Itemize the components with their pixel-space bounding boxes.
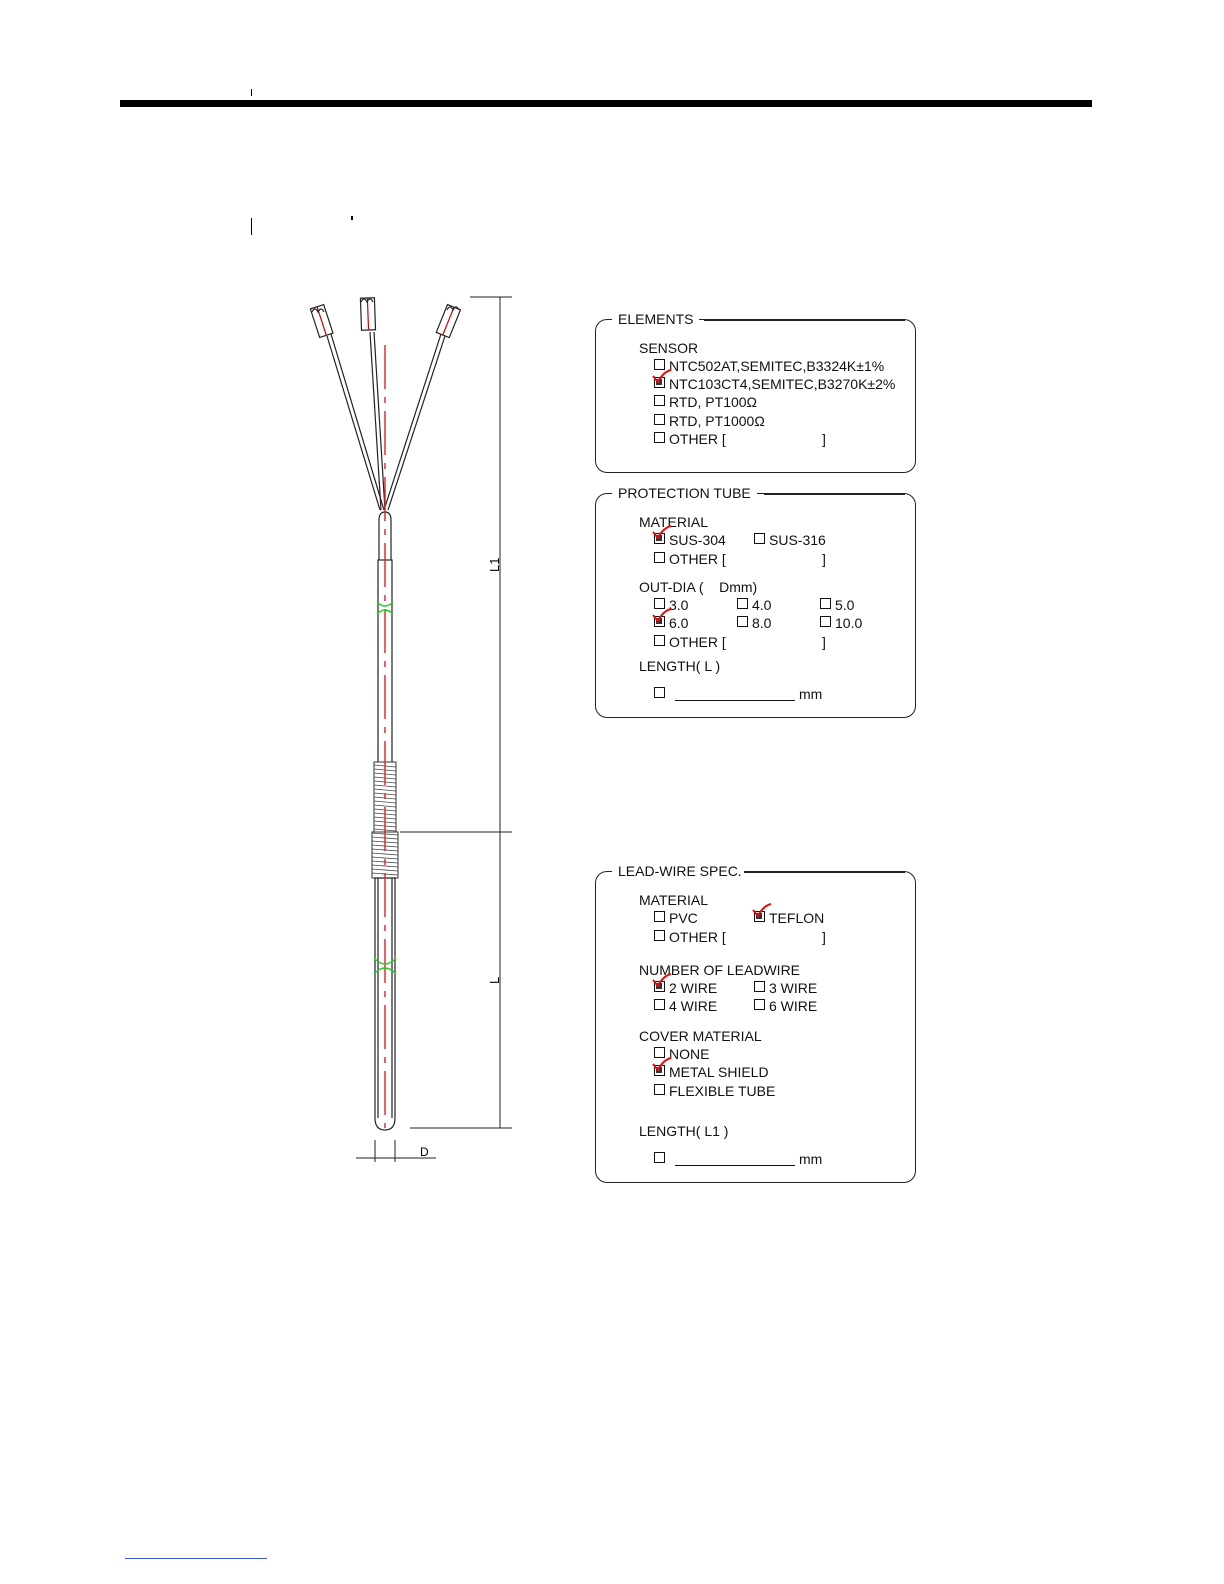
outdia-option-label: 8.0 bbox=[752, 615, 772, 631]
outdia-option[interactable] bbox=[737, 615, 771, 631]
sensor-option[interactable] bbox=[654, 394, 757, 410]
sensor-option-label: RTD, PT1000Ω bbox=[669, 413, 765, 429]
wire-count-checkbox[interactable] bbox=[654, 999, 665, 1010]
wire-count-checkbox[interactable] bbox=[754, 981, 765, 992]
outdia-option[interactable] bbox=[820, 597, 854, 613]
outdia-option[interactable] bbox=[820, 615, 862, 631]
elements-panel bbox=[595, 311, 916, 473]
red-check-mark-icon bbox=[652, 972, 672, 988]
sensor-option[interactable] bbox=[654, 376, 895, 392]
cover-option-label: METAL SHIELD bbox=[669, 1064, 769, 1080]
wire-material-checkbox[interactable] bbox=[654, 930, 665, 941]
cover-checkbox[interactable] bbox=[654, 1084, 665, 1095]
outdia-checkbox[interactable] bbox=[654, 635, 665, 646]
tube-material-option[interactable] bbox=[654, 551, 826, 567]
red-check-mark-icon bbox=[752, 902, 772, 918]
footer-link-underline bbox=[125, 1558, 267, 1559]
outdia-option-label: OTHER [ bbox=[669, 634, 726, 650]
wire-terminals bbox=[310, 298, 460, 338]
wire-material-checkbox[interactable] bbox=[654, 911, 665, 922]
sensor-option[interactable] bbox=[654, 358, 884, 374]
outdia-checkbox[interactable] bbox=[737, 598, 748, 609]
red-check-mark-icon bbox=[652, 607, 672, 623]
cover-option-label: NONE bbox=[669, 1046, 710, 1062]
lead-wires bbox=[327, 332, 445, 510]
outdia-option-label: 4.0 bbox=[752, 597, 772, 613]
sensor-option-bracket: ] bbox=[822, 431, 826, 447]
wire-count-option-label: 3 WIRE bbox=[769, 980, 818, 996]
sensor-option-label: OTHER [ bbox=[669, 431, 726, 447]
wire-material-option-bracket: ] bbox=[822, 929, 826, 945]
outdia-option[interactable] bbox=[654, 615, 688, 631]
leadwire-length-unit: mm bbox=[799, 1151, 823, 1167]
red-check-mark-icon bbox=[652, 1056, 672, 1072]
red-check-mark-icon bbox=[652, 368, 672, 384]
protection-length-unit: mm bbox=[799, 686, 823, 702]
dim-label-d: D bbox=[420, 1145, 429, 1159]
elements-title-rule bbox=[704, 319, 905, 321]
leadwire-length-field[interactable] bbox=[654, 1151, 822, 1167]
sensor-option-label: NTC103CT4,SEMITEC,B3270K±2% bbox=[669, 376, 896, 392]
wire-material-option[interactable] bbox=[654, 910, 698, 926]
wire-material-option-label: PVC bbox=[669, 910, 698, 926]
outdia-option-bracket: ] bbox=[822, 634, 826, 650]
leadwire-length-label: LENGTH( L1 ) bbox=[639, 1123, 729, 1139]
protection-length-checkbox[interactable] bbox=[654, 687, 665, 698]
elements-title: ELEMENTS bbox=[612, 311, 699, 327]
outdia-option[interactable] bbox=[737, 597, 771, 613]
tube-material-checkbox[interactable] bbox=[754, 533, 765, 544]
wire-count-option-label: 4 WIRE bbox=[669, 998, 718, 1014]
wire-material-option[interactable] bbox=[654, 929, 826, 945]
outdia-option[interactable] bbox=[654, 634, 826, 650]
sensor-checkbox[interactable] bbox=[654, 414, 665, 425]
wire-count-option[interactable] bbox=[654, 980, 717, 996]
outdia-option-label: 3.0 bbox=[669, 597, 689, 613]
outdia-option-label: 6.0 bbox=[669, 615, 689, 631]
wire-count-option-label: 2 WIRE bbox=[669, 980, 718, 996]
protection-material-label: MATERIAL bbox=[639, 514, 708, 530]
outdia-checkbox[interactable] bbox=[820, 598, 831, 609]
outdia-checkbox[interactable] bbox=[737, 616, 748, 627]
probe-drawing bbox=[0, 0, 560, 1200]
cover-material-label: COVER MATERIAL bbox=[639, 1028, 762, 1044]
leadwire-title-rule bbox=[744, 871, 905, 873]
sensor-option-label: RTD, PT100Ω bbox=[669, 394, 758, 410]
wire-count-checkbox[interactable] bbox=[754, 999, 765, 1010]
wire-count-option-label: 6 WIRE bbox=[769, 998, 818, 1014]
protection-title-rule bbox=[764, 493, 905, 495]
wire-material-option-label: OTHER [ bbox=[669, 929, 726, 945]
leadwire-title: LEAD-WIRE SPEC. bbox=[612, 863, 748, 879]
outdia-option-label: 5.0 bbox=[835, 597, 855, 613]
sensor-checkbox[interactable] bbox=[654, 395, 665, 406]
cover-option-label: FLEXIBLE TUBE bbox=[669, 1083, 776, 1099]
sensor-checkbox[interactable] bbox=[654, 432, 665, 443]
tube-material-option[interactable] bbox=[754, 532, 826, 548]
leadwire-panel bbox=[595, 863, 916, 1183]
leadwire-length-blank[interactable] bbox=[675, 1165, 795, 1166]
tube-material-option[interactable] bbox=[654, 532, 726, 548]
leadwire-length-checkbox[interactable] bbox=[654, 1152, 665, 1163]
protection-length-blank[interactable] bbox=[675, 700, 795, 701]
protection-tube-panel bbox=[595, 485, 916, 718]
tube-material-option-label: SUS-316 bbox=[769, 532, 826, 548]
sensor-option[interactable] bbox=[654, 413, 765, 429]
red-check-mark-icon bbox=[652, 524, 672, 540]
tube-material-option-label: SUS-304 bbox=[669, 532, 726, 548]
tube-material-checkbox[interactable] bbox=[654, 552, 665, 563]
protection-length-field[interactable] bbox=[654, 686, 822, 702]
tube-material-option-label: OTHER [ bbox=[669, 551, 726, 567]
wire-count-option[interactable] bbox=[654, 998, 717, 1014]
cover-option[interactable] bbox=[654, 1064, 769, 1080]
wire-count-option[interactable] bbox=[754, 998, 817, 1014]
outdia-label: OUT-DIA ( Dmm) bbox=[639, 579, 758, 595]
sensor-option[interactable] bbox=[654, 431, 826, 447]
cover-option[interactable] bbox=[654, 1083, 775, 1099]
dim-label-l: L bbox=[487, 976, 502, 984]
dim-label-l1: L1 bbox=[487, 557, 502, 572]
leadwire-number-label: NUMBER OF LEADWIRE bbox=[639, 962, 801, 978]
outdia-checkbox[interactable] bbox=[820, 616, 831, 627]
sensor-label: SENSOR bbox=[639, 340, 699, 356]
wire-material-option-label: TEFLON bbox=[769, 910, 825, 926]
sensor-option-label: NTC502AT,SEMITEC,B3324K±1% bbox=[669, 358, 885, 374]
protection-length-label: LENGTH( L ) bbox=[639, 658, 721, 674]
protection-title: PROTECTION TUBE bbox=[612, 485, 757, 501]
leadwire-material-label: MATERIAL bbox=[639, 892, 708, 908]
wire-count-option[interactable] bbox=[754, 980, 817, 996]
outdia-option-label: 10.0 bbox=[835, 615, 863, 631]
tube-material-option-bracket: ] bbox=[822, 551, 826, 567]
wire-material-option[interactable] bbox=[754, 910, 824, 926]
